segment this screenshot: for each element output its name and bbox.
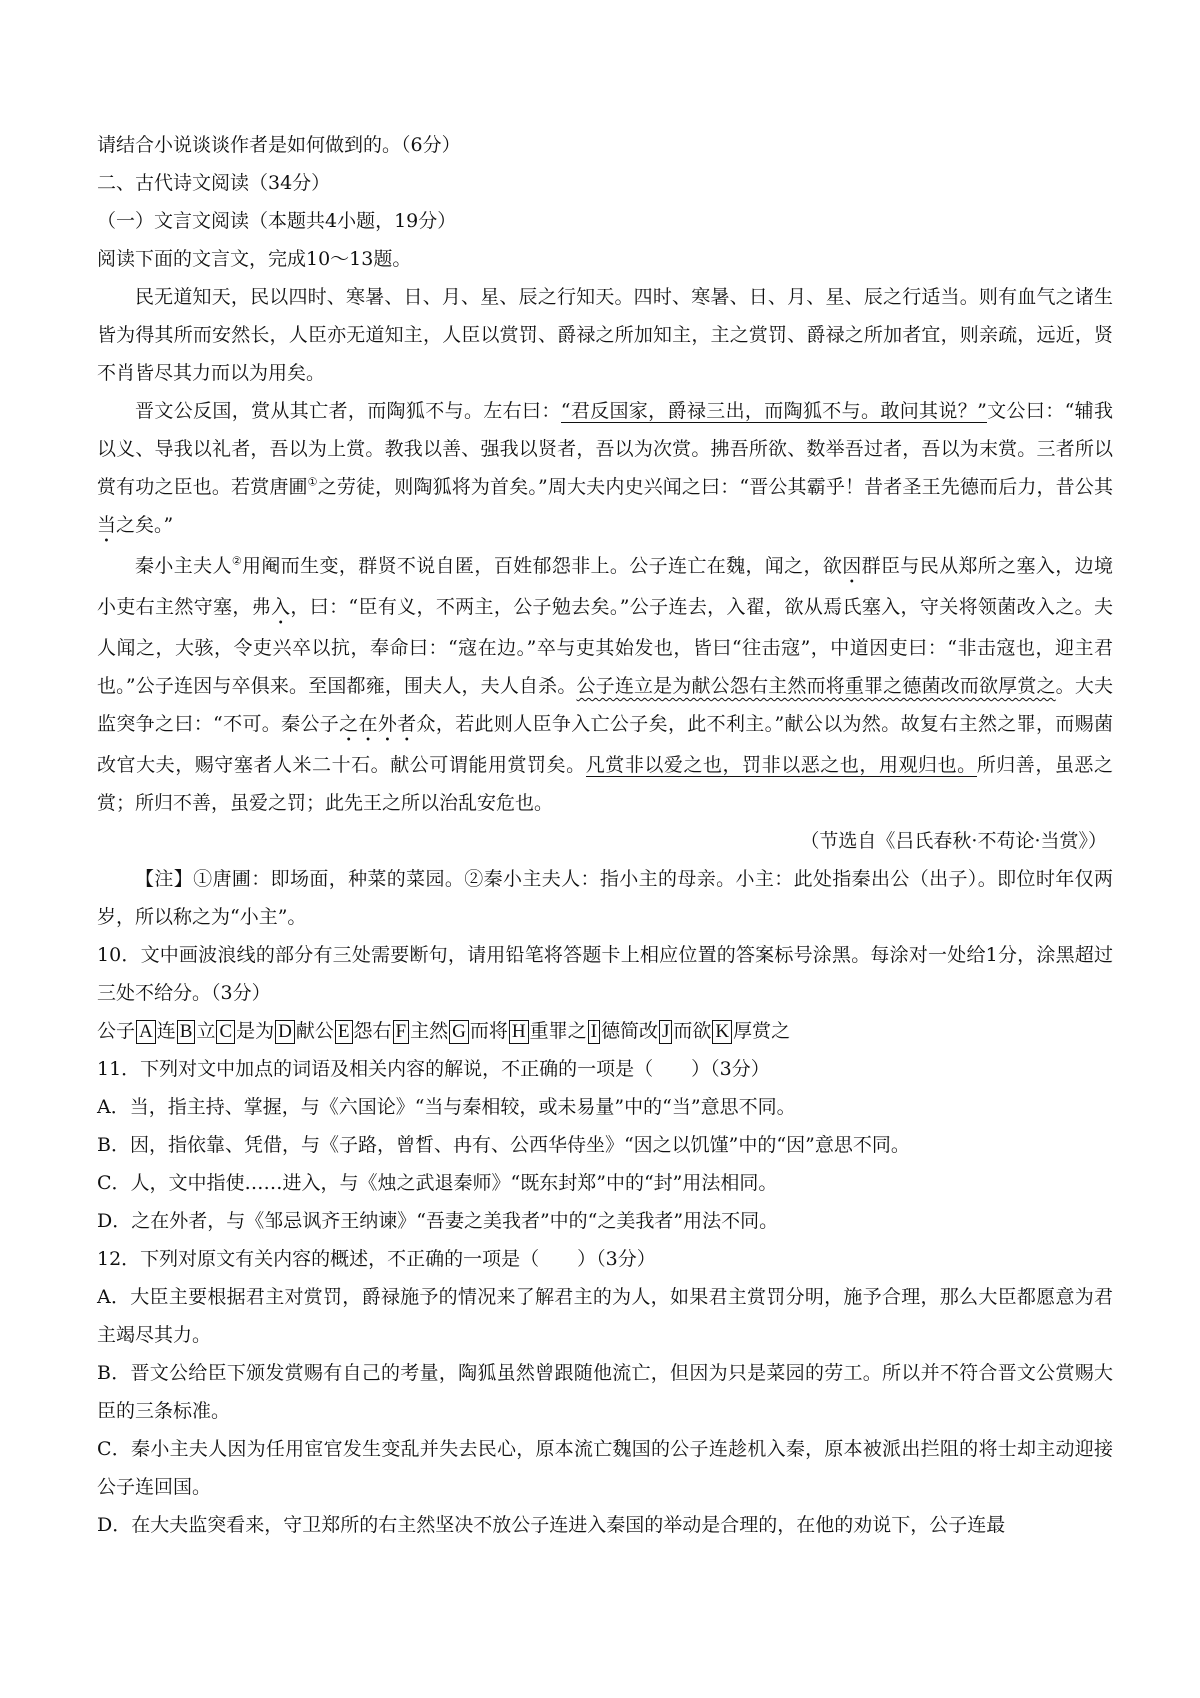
text-run: 之矣。” bbox=[116, 514, 174, 536]
passage-source: （节选自《吕氏春秋·不苟论·当赏》） bbox=[800, 830, 1107, 852]
text-run: 。大夫监突争之曰：“不可。秦公子 bbox=[97, 675, 1113, 735]
question-11-option-c[interactable]: C．人，文中指使……进入，与《烛之武退秦师》“既东封郑”中的“封”用法相同。 bbox=[97, 1172, 778, 1194]
break-mark-box[interactable]: C bbox=[216, 1020, 235, 1044]
segment: 怨右 bbox=[353, 1020, 392, 1042]
text-run: 秦小主夫人 bbox=[135, 555, 232, 577]
segment: 连 bbox=[156, 1020, 176, 1042]
underlined-sentence: 凡赏非以爱之也，罚非以恶之也，用观归也。 bbox=[585, 754, 977, 776]
subsection-heading: （一）文言文阅读（本题共4小题，19分） bbox=[97, 210, 457, 232]
text-run: ，曰：“臣有义，不两主，公子勉去矣。”公子连去，入翟，欲从焉氏塞入，守关将领菌改入之。夫人闻之，大骇，令吏兴卒以抗，奉命曰：“寇在边。”卒与吏其始发也，皆曰“往击寇”，中道因吏曰：“非击寇也，迎主君也。”公子连因与卒俱来。至国都雍，围夫人，夫人自杀。 bbox=[97, 596, 1113, 697]
question-10-stem: 10．文中画波浪线的部分有三处需要断句，请用铅笔将答题卡上相应位置的答案标号涂黑。每涂对一处给1分，涂黑超过三处不给分。（3分） bbox=[97, 944, 1113, 1004]
footnote-marker: ② bbox=[231, 554, 243, 568]
question-9-tail: 请结合小说谈谈作者是如何做到的。（6分） bbox=[97, 134, 461, 156]
segment: 而将 bbox=[469, 1020, 508, 1042]
break-mark-box[interactable]: E bbox=[335, 1020, 353, 1044]
question-12-option-a[interactable]: A．大臣主要根据君主对赏罚，爵禄施予的情况来了解君主的为人，如果君主赏罚分明，施予合理，那么大臣都愿意为君主竭尽其力。 bbox=[97, 1286, 1113, 1346]
exam-page bbox=[97, 126, 1113, 1544]
break-mark-box[interactable]: A bbox=[136, 1020, 156, 1044]
footnote-marker: ① bbox=[307, 475, 318, 489]
segment: 而欲 bbox=[673, 1020, 712, 1042]
text-run: 所归善，虽恶之赏；所归不善，虽爱之罚；此先王之所以治乱安危也。 bbox=[97, 754, 1113, 814]
break-mark-box[interactable]: K bbox=[712, 1020, 732, 1044]
break-mark-box[interactable]: J bbox=[659, 1020, 672, 1044]
text-run: 之劳徒，则陶狐将为首矣。”周大夫内史兴闻之曰：“晋公其霸乎！昔者圣王先德而后力，昔公其 bbox=[317, 476, 1113, 498]
question-12-option-b[interactable]: B．晋文公给臣下颁发赏赐有自己的考量，陶狐虽然曾跟随他流亡，但因为只是菜园的劳工。所以并不符合晋文公赏赐大臣的三条标准。 bbox=[97, 1362, 1113, 1422]
segment: 主然 bbox=[410, 1020, 449, 1042]
segment: 厚赏之 bbox=[733, 1020, 791, 1042]
annotation-note: 【注】①唐圃：即场面，种菜的菜园。②秦小主夫人：指小主的母亲。小主：此处指秦出公（出子）。即位时年仅两岁，所以称之为“小主”。 bbox=[97, 868, 1113, 928]
break-mark-box[interactable]: D bbox=[275, 1020, 295, 1044]
passage-paragraph-2 bbox=[97, 392, 1113, 547]
text-run: 众，若此则人臣争入亡公子矣，此不利主。”献公以为然。故复右主然之罪，而赐菌改官大夫，赐守塞者人米二十石。献公可谓能用赏罚矣。 bbox=[97, 713, 1113, 776]
dotted-word: 当 bbox=[97, 514, 117, 536]
passage-paragraph-3 bbox=[97, 547, 1113, 822]
question-11-option-d[interactable]: D．之在外者，与《邹忌讽齐王纳谏》“吾妻之美我者”中的“之美我者”用法不同。 bbox=[97, 1210, 779, 1232]
question-11-option-a[interactable]: A．当，指主持、掌握，与《六国论》“当与秦相较，或未易量”中的“当”意思不同。 bbox=[97, 1096, 796, 1118]
passage-paragraph-1: 民无道知天，民以四时、寒暑、日、月、星、辰之行知天。四时、寒暑、日、月、星、辰之行适当。则有血气之诸生皆为得其所而安然长，人臣亦无道知主，人臣以赏罚、爵禄之所加知主，主之赏罚、爵禄之所加者宜，则亲疏，远近，贤不肖皆尽其力而以为用矣。 bbox=[97, 286, 1113, 384]
text-run: 文公曰：“辅我以义、导我以礼者，吾以为上赏。教我以善、强我以贤者，吾以为次赏。拂吾所欲、数举吾过者，吾以为末赏。三者所以赏有功之臣也。若赏唐圃 bbox=[97, 400, 1113, 498]
segment: 立 bbox=[196, 1020, 216, 1042]
reading-instruction: 阅读下面的文言文，完成10～13题。 bbox=[97, 248, 412, 270]
dotted-word: 因 bbox=[842, 555, 862, 577]
question-11-stem: 11．下列对文中加点的词语及相关内容的解说，不正确的一项是（ ）（3分） bbox=[97, 1058, 770, 1080]
question-12-stem: 12．下列对原文有关内容的概述，不正确的一项是（ ）（3分） bbox=[97, 1248, 656, 1270]
break-mark-box[interactable]: F bbox=[393, 1020, 410, 1044]
break-mark-box[interactable]: I bbox=[588, 1020, 600, 1044]
break-mark-box[interactable]: H bbox=[509, 1020, 529, 1044]
question-12-option-c[interactable]: C．秦小主夫人因为任用宦官发生变乱并失去民心，原本流亡魏国的公子连趁机入秦，原本被派出拦阻的将士却主动迎接公子连回国。 bbox=[97, 1438, 1113, 1498]
segment: 德简改 bbox=[600, 1020, 658, 1042]
sentence-break-options bbox=[97, 1012, 1113, 1050]
text-run: 晋文公反国，赏从其亡者，而陶狐不与。左右曰： bbox=[135, 400, 561, 422]
dotted-word: 入 bbox=[271, 596, 291, 618]
wavy-underlined-sentence: 公子连立是为献公怨右主然而将重罪之德菌改而欲厚赏之 bbox=[576, 675, 1056, 697]
segment: 重罪之 bbox=[529, 1020, 587, 1042]
segment: 献公 bbox=[295, 1020, 334, 1042]
break-mark-box[interactable]: B bbox=[177, 1020, 196, 1044]
segment: 公子 bbox=[97, 1020, 136, 1042]
underlined-sentence: “君反国家，爵禄三出，而陶狐不与。敢问其说？” bbox=[560, 400, 987, 422]
question-11-option-b[interactable]: B．因，指依靠、凭借，与《子路，曾晳、冉有、公西华侍坐》“因之以饥馑”中的“因”意思不同。 bbox=[97, 1134, 910, 1156]
break-mark-box[interactable]: G bbox=[449, 1020, 469, 1044]
question-12-option-d[interactable]: D．在大夫监突看来，守卫郑所的右主然坚决不放公子连进入秦国的举动是合理的，在他的劝说下，公子连最 bbox=[97, 1514, 1006, 1536]
segment: 是为 bbox=[236, 1020, 275, 1042]
section-heading: 二、古代诗文阅读（34分） bbox=[97, 172, 331, 194]
dotted-word: 之在外者 bbox=[339, 713, 417, 735]
text-run: 用阉而生变，群贤不说自匿，百姓郁怨非上。公子连亡在魏，闻之，欲 bbox=[242, 555, 843, 577]
text-run: 群臣与民从郑所之塞入，边境小吏右主然守塞，弗 bbox=[97, 555, 1113, 618]
